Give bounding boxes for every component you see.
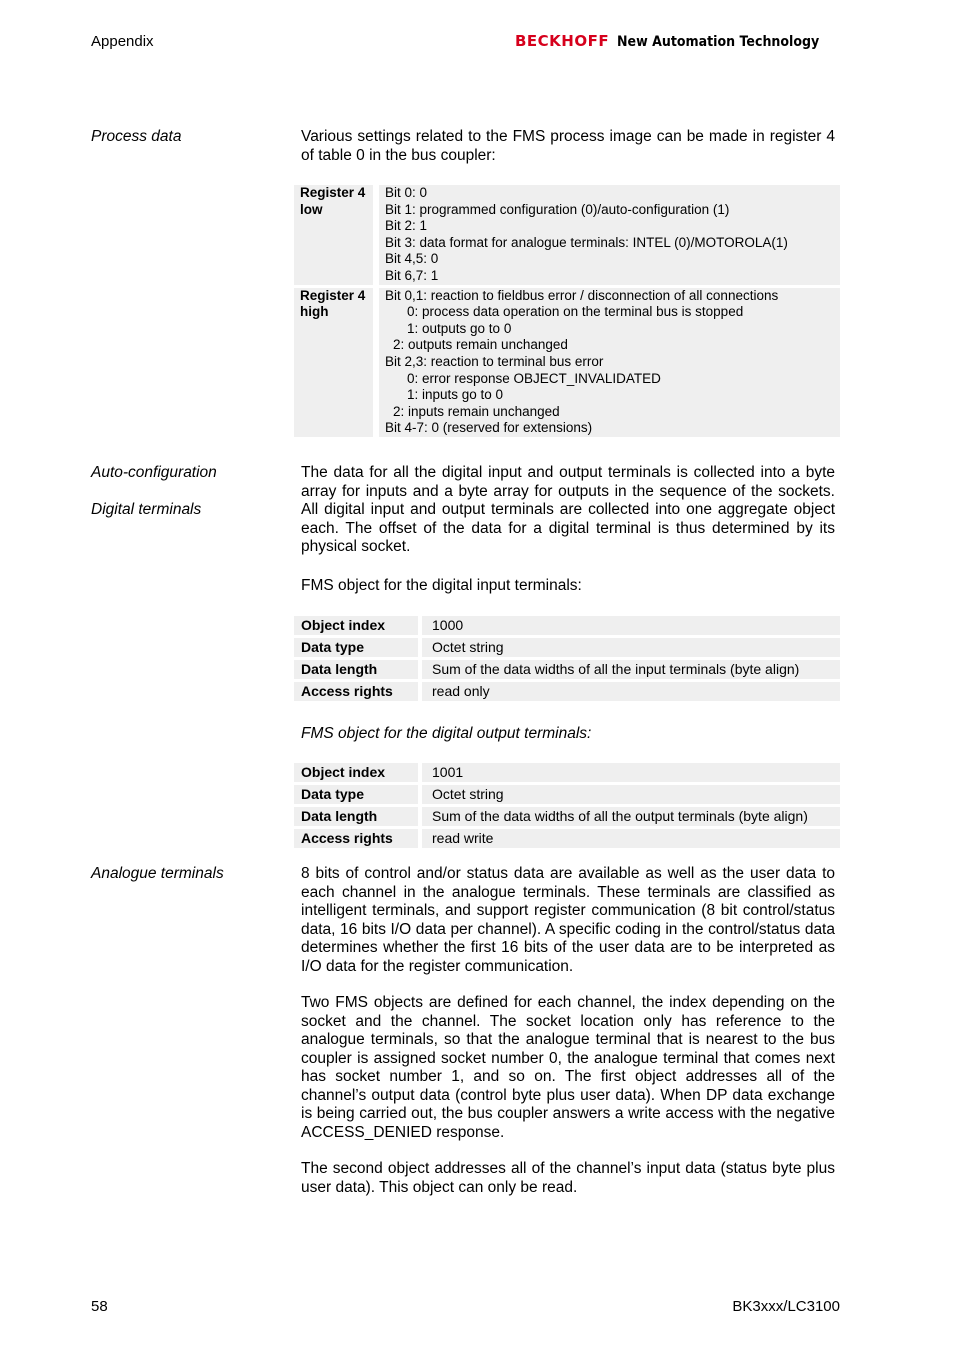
row-value: Sum of the data widths of all the output terminals (byte align) xyxy=(422,807,840,826)
register-line: 0: error response OBJECT_INVALIDATED xyxy=(407,370,661,386)
page-number: 58 xyxy=(91,1298,108,1315)
register-line: Bit 6,7: 1 xyxy=(385,267,439,283)
register-line: 2: inputs remain unchanged xyxy=(393,403,560,419)
brand-logo-text: BECKHOFF xyxy=(514,32,610,50)
register-line: Bit 4-7: 0 (reserved for extensions) xyxy=(385,420,593,436)
register-line: Bit 2: 1 xyxy=(385,218,428,234)
output-caption: FMS object for the digital output terminals: xyxy=(301,725,592,742)
register-table xyxy=(294,182,840,440)
register-key: Register 4 low xyxy=(294,185,379,285)
register-line: Bit 0: 0 xyxy=(385,185,428,200)
table-row xyxy=(294,785,840,804)
document-id: BK3xxx/LC3100 xyxy=(732,1298,840,1315)
output-object-table xyxy=(294,760,840,851)
row-value: 1001 xyxy=(422,763,840,782)
row-key: Data length xyxy=(294,807,422,826)
row-value: Sum of the data widths of all the input terminals (byte align) xyxy=(422,660,840,679)
register-line: 2: outputs remain unchanged xyxy=(393,337,568,353)
row-value: 1000 xyxy=(422,616,840,635)
table-row xyxy=(294,829,840,848)
table-row xyxy=(294,638,840,657)
register-value xyxy=(379,185,840,285)
table-row xyxy=(294,763,840,782)
process-data-label: Process data xyxy=(91,128,182,145)
input-object-table xyxy=(294,613,840,704)
table-row xyxy=(294,807,840,826)
row-value: Octet string xyxy=(422,638,840,657)
row-value: read only xyxy=(422,682,840,701)
register-row xyxy=(294,185,840,285)
digital-terminals-label: Digital terminals xyxy=(91,501,202,518)
register-line: 1: outputs go to 0 xyxy=(407,320,512,336)
row-key: Access rights xyxy=(294,829,422,848)
row-key: Data type xyxy=(294,638,422,657)
register-line: Bit 3: data format for analogue terminals: INTEL (0)/MOTOROLA(1) xyxy=(385,234,788,250)
header-section: Appendix xyxy=(91,33,154,50)
auto-config-text: The data for all the digital input and output terminals is collected into a byte array for inputs and a byte array for outputs in the sequence of the sockets. All digital input and output terminals are collected into one aggregate object each. The offset of the data for a digital terminal is thus determined by its physical socket. xyxy=(301,464,835,555)
process-data-intro: Various settings related to the FMS process image can be made in register 4 of table 0 in the bus coupler: xyxy=(301,128,835,164)
row-key: Access rights xyxy=(294,682,422,701)
row-value: read write xyxy=(422,829,840,848)
register-key: Register 4 high xyxy=(294,288,379,437)
analogue-p3: The second object addresses all of the channel’s input data (status byte plus user data). This object can only be read. xyxy=(301,1160,835,1196)
register-line: Bit 1: programmed configuration (0)/auto-configuration (1) xyxy=(385,201,730,217)
register-line: 1: inputs go to 0 xyxy=(407,387,504,403)
analogue-p2: Two FMS objects are defined for each channel, the index depending on the socket and the channel. The socket location only has reference to the analogue terminals, so that the analogue terminal that is nearest to the bus coupler is assigned socket number 0, the analogue terminal that comes next has socket number 1, and so on. The first object addresses all of the channel’s output data (control byte plus user data). When DP data exchange is being carried out, the bus coupler answers a write access with the negative ACCESS_DENIED response. xyxy=(301,994,835,1141)
row-value: Octet string xyxy=(422,785,840,804)
row-key: Data length xyxy=(294,660,422,679)
brand-logo xyxy=(515,32,842,50)
input-caption: FMS object for the digital input terminals: xyxy=(301,577,582,594)
row-key: Data type xyxy=(294,785,422,804)
register-value xyxy=(379,288,840,437)
analogue-p1: 8 bits of control and/or status data are available as well as the user data to each channel in the analogue terminals. These terminals are classified as intelligent terminals, and support register communication (8 bit control/status data, 16 bits I/O data per channel). A specific coding in the control/status data determines whether the first 16 bits of the user data are to be interpreted as I/O data for the register communication. xyxy=(301,865,835,975)
analogue-label: Analogue terminals xyxy=(91,865,224,882)
register-line: Bit 0,1: reaction to fieldbus error / disconnection of all connections xyxy=(385,287,779,303)
table-row xyxy=(294,682,840,701)
register-line: Bit 2,3: reaction to terminal bus error xyxy=(385,353,604,369)
register-line: Bit 4,5: 0 xyxy=(385,251,439,267)
table-row xyxy=(294,660,840,679)
brand-tagline: New Automation Technology xyxy=(617,34,820,50)
row-key: Object index xyxy=(294,616,422,635)
table-row xyxy=(294,616,840,635)
auto-config-label: Auto-configuration xyxy=(91,464,217,481)
register-row xyxy=(294,288,840,437)
row-key: Object index xyxy=(294,763,422,782)
register-line: 0: process data operation on the terminal bus is stopped xyxy=(407,304,744,320)
